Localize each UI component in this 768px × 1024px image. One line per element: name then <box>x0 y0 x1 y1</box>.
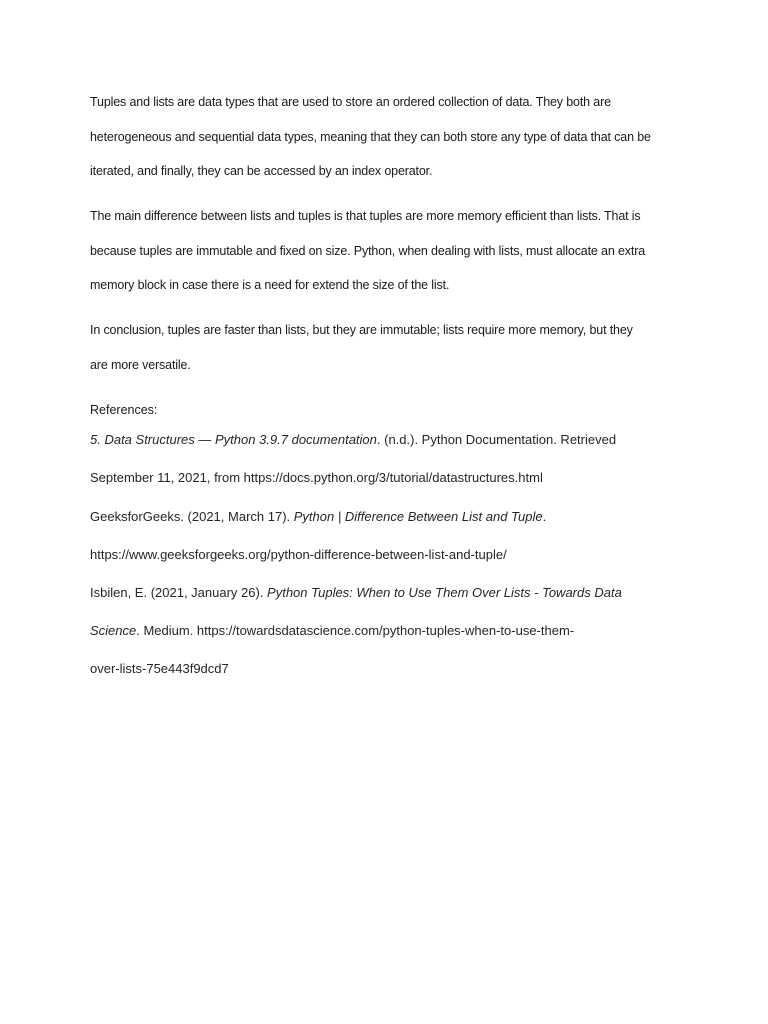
reference-line <box>90 612 735 650</box>
text-line: because tuples are immutable and fixed on size. Python, when dealing with lists, must allocate an extra <box>90 243 646 258</box>
text-line: Tuples and lists are data types that are used to store an ordered collection of data. They both are <box>90 95 611 109</box>
reference-python-docs <box>90 421 735 497</box>
references-heading: References: <box>90 403 158 417</box>
reference-details: . <box>542 509 547 524</box>
text-line: iterated, and finally, they can be accessed by an index operator. <box>90 164 433 178</box>
text-line: are more versatile. <box>90 357 191 372</box>
text-line: The main difference between lists and tuples is that tuples are more memory efficient than lists. That is <box>90 209 641 223</box>
reference-line <box>90 421 735 459</box>
reference-details: . (n.d.). Python Documentation. Retrieved <box>376 432 617 447</box>
paragraph-conclusion <box>90 313 690 382</box>
reference-geeksforgeeks <box>90 498 735 574</box>
text-line: In conclusion, tuples are faster than lists, but they are immutable; lists require more memory, but they <box>90 323 633 337</box>
reference-details: . Medium. https://towardsdatascience.com/python-tuples-when-to-use-them- <box>136 623 575 638</box>
reference-line: September 11, 2021, from https://docs.python.org/3/tutorial/datastructures.html <box>90 470 543 485</box>
reference-title: Python | Difference Between List and Tuple <box>293 509 543 524</box>
reference-author: GeeksforGeeks. (2021, March 17). <box>90 509 294 524</box>
reference-title: 5. Data Structures — Python 3.9.7 documentation <box>90 432 377 447</box>
reference-isbilen <box>90 574 735 688</box>
reference-line <box>90 498 735 536</box>
reference-title: Python Tuples: When to Use Them Over Lists - Towards Data <box>267 585 622 600</box>
text-line: heterogeneous and sequential data types, meaning that they can both store any type of data that can be <box>90 129 651 144</box>
reference-url: https://www.geeksforgeeks.org/python-difference-between-list-and-tuple/ <box>90 547 507 562</box>
reference-url: over-lists-75e443f9dcd7 <box>90 661 229 676</box>
paragraph-difference <box>90 199 690 303</box>
paragraph-intro <box>90 85 690 189</box>
reference-line <box>90 574 735 612</box>
reference-title-continued: Science <box>90 623 137 638</box>
text-line: memory block in case there is a need for extend the size of the list. <box>90 278 450 292</box>
reference-author: Isbilen, E. (2021, January 26). <box>90 585 268 600</box>
